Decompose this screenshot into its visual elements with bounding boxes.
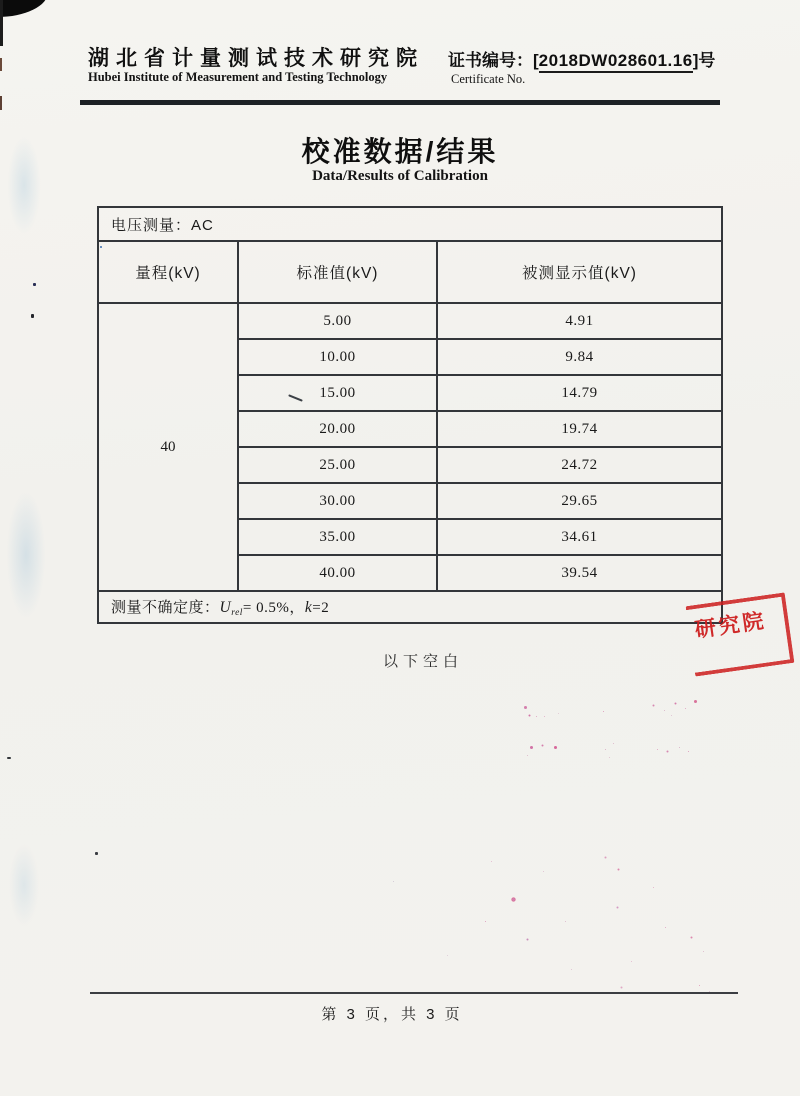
standard-value-cell: 30.00 <box>238 483 437 519</box>
displayed-value-cell: 4.91 <box>437 303 722 339</box>
standard-value-cell: 15.00 <box>238 375 437 411</box>
uncertainty-row <box>98 591 722 623</box>
table-header-row <box>98 241 722 303</box>
displayed-value-cell: 14.79 <box>437 375 722 411</box>
scan-edge-mark <box>0 58 2 71</box>
red-seal-text: 研究院 <box>693 609 768 643</box>
standard-value-cell: 35.00 <box>238 519 437 555</box>
standard-value-cell: 40.00 <box>238 555 437 591</box>
page-title-cn: 校准数据/结果 <box>301 136 499 167</box>
page-number: 第 3 页，共 3 页 <box>321 1006 463 1023</box>
red-seal-stamp <box>686 592 795 676</box>
ink-speck <box>33 283 36 286</box>
blue-smudge <box>4 830 44 940</box>
institute-name-en: Hubei Institute of Measurement and Testing Technology <box>88 70 388 84</box>
column-header-standard: 标准值(kV) <box>238 241 437 303</box>
blue-smudge <box>0 470 52 640</box>
certificate-number-label-en: Certificate No. <box>451 72 526 86</box>
certificate-number-bracket-open: [ <box>533 51 539 70</box>
displayed-value-cell: 34.61 <box>437 519 722 555</box>
certificate-number-label: 证书编号： <box>448 51 533 70</box>
scan-edge-mark <box>0 96 2 110</box>
uncertainty-cell <box>98 591 722 623</box>
certificate-number-value: 2018DW028601.16 <box>539 51 693 73</box>
measurement-type-cell: 电压测量：AC <box>98 207 722 241</box>
uncertainty-label: 测量不确定度： <box>111 599 220 616</box>
page-title-en: Data/Results of Calibration <box>312 168 488 184</box>
displayed-value-cell: 9.84 <box>437 339 722 375</box>
certificate-number-bracket-close: ] <box>692 51 699 70</box>
pink-bleedthrough-speckles <box>512 898 515 901</box>
uncertainty-k-value: =2 <box>312 600 330 616</box>
uncertainty-u-symbol: U <box>219 599 232 616</box>
scan-corner-artifact <box>0 0 48 17</box>
scan-edge-artifact <box>0 0 3 46</box>
footer-rule <box>90 992 738 994</box>
standard-value-cell: 20.00 <box>238 411 437 447</box>
standard-value-cell: 10.00 <box>238 339 437 375</box>
measurement-type-row <box>98 207 722 241</box>
displayed-value-cell: 39.54 <box>437 555 722 591</box>
calibration-table <box>97 206 723 624</box>
uncertainty-k-symbol: k <box>304 599 313 616</box>
standard-value-cell: 25.00 <box>238 447 437 483</box>
pink-bleedthrough-speckles <box>524 706 527 709</box>
certificate-number-line <box>448 46 715 71</box>
certificate-number-suffix: 号 <box>698 51 716 70</box>
blank-below-note: 以下空白 <box>383 653 464 670</box>
header-rule <box>80 100 720 105</box>
ink-speck <box>31 314 34 318</box>
ink-speck <box>95 852 98 855</box>
ink-speck <box>7 757 11 759</box>
displayed-value-cell: 29.65 <box>437 483 722 519</box>
column-header-displayed: 被测显示值(kV) <box>437 241 722 303</box>
table-row <box>98 303 722 339</box>
uncertainty-u-subscript: rel <box>231 608 243 618</box>
displayed-value-cell: 24.72 <box>437 447 722 483</box>
range-value-cell: 40 <box>98 303 238 591</box>
column-header-range: 量程(kV) <box>98 241 238 303</box>
uncertainty-value: = 0.5%， <box>242 600 305 616</box>
displayed-value-cell: 19.74 <box>437 411 722 447</box>
standard-value-cell: 5.00 <box>238 303 437 339</box>
institute-name-cn: 湖北省计量测试技术研究院 <box>88 47 424 70</box>
